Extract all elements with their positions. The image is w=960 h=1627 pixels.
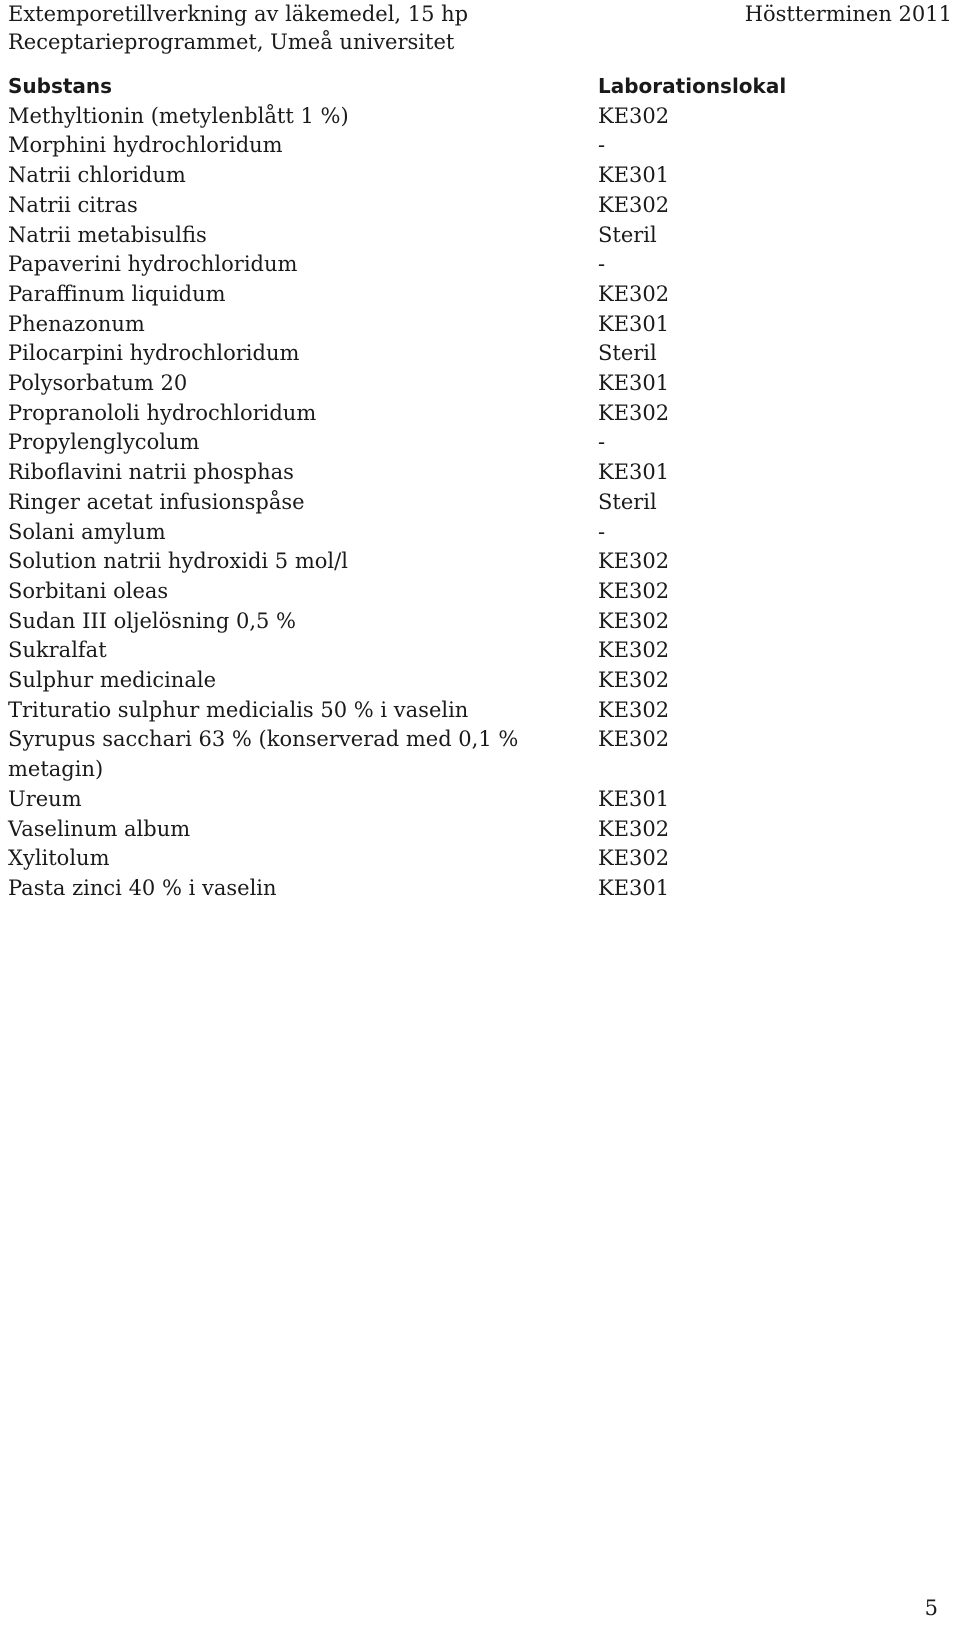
lab-cell: KE301 (598, 460, 670, 485)
substance-cell: Sudan III oljelösning 0,5 % (8, 608, 296, 633)
lab-cell: - (598, 519, 606, 544)
term-label: Höstterminen 2011 (744, 2, 952, 26)
substance-cell: Ringer acetat infusionspåse (8, 489, 305, 514)
table-row (8, 844, 808, 874)
substance-cell: Methyltionin (metylenblått 1 %) (8, 103, 349, 128)
lab-cell: KE301 (598, 875, 670, 900)
substance-cell: Propranololi hydrochloridum (8, 400, 317, 425)
table-row (8, 131, 808, 161)
table-row (8, 280, 808, 310)
lab-cell: KE301 (598, 311, 670, 336)
substance-cell: Vaselinum album (8, 816, 191, 841)
lab-cell: KE301 (598, 371, 670, 396)
table-body (8, 102, 808, 904)
table-row (8, 310, 808, 340)
substance-cell: Phenazonum (8, 311, 145, 336)
page-header (8, 0, 952, 60)
table-row (8, 636, 808, 666)
lab-cell: - (598, 133, 606, 158)
substance-cell: Solani amylum (8, 519, 166, 544)
lab-cell: KE302 (598, 578, 670, 603)
table-row (8, 874, 808, 904)
substance-cell: Pilocarpini hydrochloridum (8, 341, 300, 366)
table-row (8, 428, 808, 458)
lab-cell: KE302 (598, 846, 670, 871)
substance-table (8, 72, 808, 904)
substance-cell: Syrupus sacchari 63 % (konserverad med 0,1 % metagin) (8, 727, 519, 782)
table-row (8, 339, 808, 369)
table-row (8, 369, 808, 399)
table-row (8, 161, 808, 191)
table-row (8, 488, 808, 518)
substance-cell: Papaverini hydrochloridum (8, 252, 298, 277)
lab-cell: KE301 (598, 163, 670, 188)
lab-cell: Steril (598, 489, 657, 514)
table-row (8, 725, 808, 784)
lab-cell: KE302 (598, 697, 670, 722)
substance-cell: Ureum (8, 786, 82, 811)
lab-cell: KE302 (598, 549, 670, 574)
lab-cell: KE302 (598, 103, 670, 128)
table-row (8, 577, 808, 607)
course-title: Extemporetillverkning av läkemedel, 15 hp (8, 2, 469, 26)
substance-cell: Sukralfat (8, 638, 107, 663)
lab-cell: KE302 (598, 608, 670, 633)
lab-cell: Steril (598, 222, 657, 247)
table-row (8, 191, 808, 221)
lab-cell: KE302 (598, 400, 670, 425)
table-row (8, 696, 808, 726)
substance-cell: Xylitolum (8, 846, 110, 871)
substance-cell: Natrii metabisulfis (8, 222, 207, 247)
lab-cell: KE302 (598, 638, 670, 663)
lab-cell: KE302 (598, 668, 670, 693)
substance-cell: Propylenglycolum (8, 430, 200, 455)
table-row (8, 250, 808, 280)
lab-cell: KE302 (598, 281, 670, 306)
lab-cell: KE302 (598, 192, 670, 217)
table-row (8, 785, 808, 815)
substance-cell: Polysorbatum 20 (8, 371, 188, 396)
substance-cell: Morphini hydrochloridum (8, 133, 283, 158)
table-row (8, 399, 808, 429)
table-row (8, 458, 808, 488)
substance-cell: Natrii citras (8, 192, 138, 217)
substance-cell: Trituratio sulphur medicialis 50 % i vaselin (8, 697, 469, 722)
table-row (8, 607, 808, 637)
substance-cell: Sorbitani oleas (8, 578, 169, 603)
lab-cell: KE302 (598, 727, 670, 752)
substance-cell: Natrii chloridum (8, 163, 186, 188)
program-name: Receptarieprogrammet, Umeå universitet (8, 30, 455, 54)
substance-cell: Riboflavini natrii phosphas (8, 460, 294, 485)
substance-cell: Solution natrii hydroxidi 5 mol/l (8, 549, 348, 574)
column-header-lab: Laborationslokal (598, 74, 787, 98)
page-number: 5 (924, 1596, 938, 1620)
table-row (8, 518, 808, 548)
lab-cell: KE302 (598, 816, 670, 841)
table-row (8, 666, 808, 696)
lab-cell: - (598, 430, 606, 455)
table-row (8, 547, 808, 577)
table-row (8, 102, 808, 132)
lab-cell: Steril (598, 341, 657, 366)
lab-cell: - (598, 252, 606, 277)
table-header-row (8, 72, 808, 102)
substance-cell: Paraffinum liquidum (8, 281, 226, 306)
table-row (8, 815, 808, 845)
substance-cell: Sulphur medicinale (8, 668, 217, 693)
lab-cell: KE301 (598, 786, 670, 811)
substance-cell: Pasta zinci 40 % i vaselin (8, 875, 277, 900)
table-row (8, 221, 808, 251)
column-header-substance: Substans (8, 74, 113, 98)
